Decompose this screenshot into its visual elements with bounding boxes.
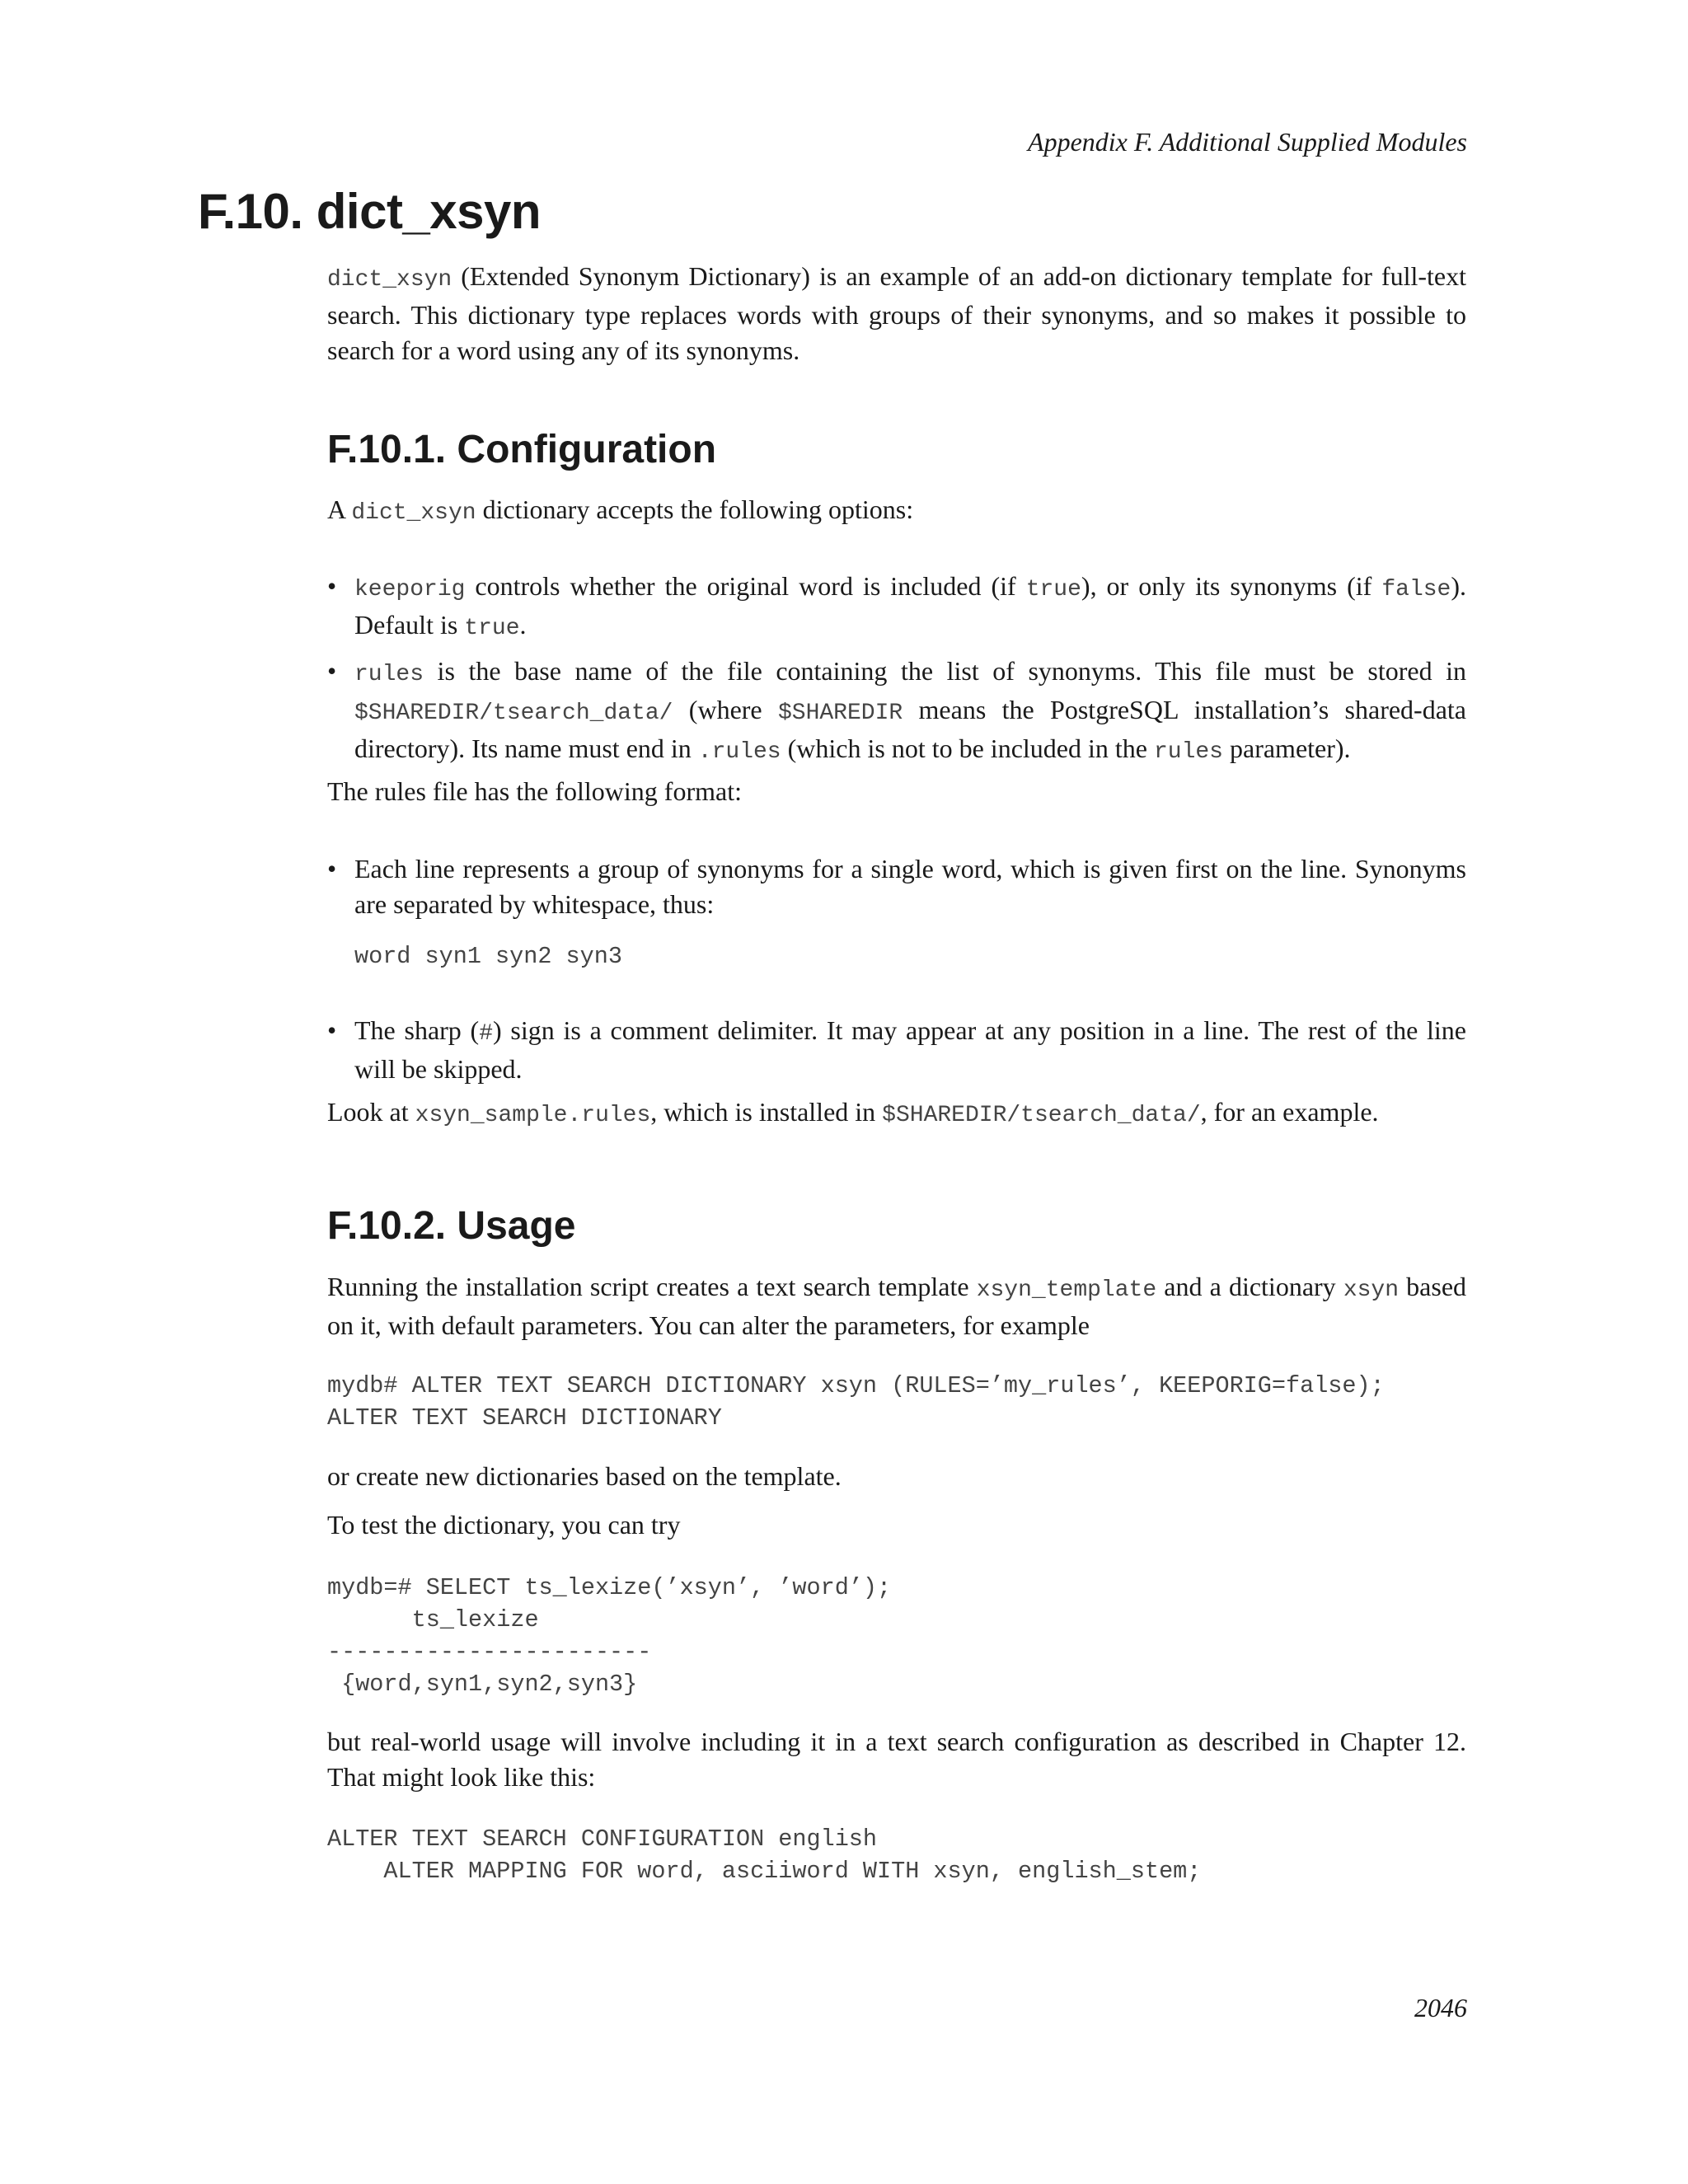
code-literal: true [464, 616, 520, 641]
code-literal: xsyn_template [976, 1277, 1157, 1303]
text-span: means the PostgreSQL installation’s shared-data directory). Its name must end in [354, 695, 1467, 763]
code-literal: .rules [697, 739, 781, 765]
text-span: A [327, 494, 352, 524]
code-literal: xsyn [1343, 1277, 1400, 1303]
section-heading-usage: F.10.2. Usage [327, 1204, 576, 1248]
code-literal: xsyn_sample.rules [415, 1103, 651, 1128]
text-span: (which is not to be included in the [781, 733, 1154, 763]
code-literal: dict_xsyn [327, 267, 452, 293]
format-intro-paragraph: The rules file has the following format: [327, 776, 742, 806]
section-heading-configuration: F.10.1. Configuration [327, 428, 717, 471]
text-span: is the base name of the file containing the list of synonyms. This file must be stored in [424, 656, 1466, 686]
text-span: parameter). [1222, 733, 1351, 763]
code-block-alter-dictionary: mydb# ALTER TEXT SEARCH DICTIONARY xsyn (RULES=’my_rules’, KEEPORIG=false); ALTER TEXT SEARCH DICTIONARY [327, 1372, 1385, 1432]
text-span: (Extended Synonym Dictionary) is an example of an add-on dictionary template for full-text search. This dictionary type replaces words with groups of their synonyms, and so makes it possible to search for a word using any of its synonyms. [327, 261, 1466, 365]
list-item-text [354, 654, 1466, 770]
text-span: ), or only its synonyms (if [1081, 571, 1382, 601]
list-item-comment-delimiter [327, 1013, 1466, 1087]
code-block-format-example: word syn1 syn2 syn3 [354, 943, 622, 970]
text-span: The sharp ( [354, 1015, 480, 1045]
text-span: (where [673, 695, 778, 724]
bullet-icon: • [327, 1015, 337, 1045]
bullet-icon: • [327, 854, 337, 883]
running-header: Appendix F. Additional Supplied Modules [1028, 127, 1467, 157]
page-number: 2046 [1414, 1993, 1467, 2022]
code-block-test-lexize: mydb=# SELECT ts_lexize(’xsyn’, ’word’); ts_lexize ----------------------- {word,syn1,syn2,syn3} [327, 1574, 892, 1698]
list-item-rules [327, 654, 1466, 770]
text-span: based on it, with default parameters. You can alter the parameters, for example [327, 1272, 1467, 1340]
text-span: Running the installation script creates a text search template [327, 1272, 977, 1301]
code-literal: rules [1153, 739, 1223, 765]
code-literal: $SHAREDIR/tsearch_data/ [354, 701, 673, 726]
or-create-paragraph: or create new dictionaries based on the template. [327, 1461, 842, 1491]
look-at-paragraph [327, 1094, 1466, 1133]
code-literal: $SHAREDIR/tsearch_data/ [882, 1103, 1201, 1128]
options-intro-paragraph [327, 492, 1466, 531]
code-literal: $SHAREDIR [777, 701, 903, 726]
text-span: . [519, 610, 527, 640]
code-literal: # [479, 1021, 494, 1047]
list-item-text [354, 569, 1466, 646]
code-block-alter-configuration: ALTER TEXT SEARCH CONFIGURATION english ALTER MAPPING FOR word, asciiword WITH xsyn, english_stem; [327, 1825, 1202, 1885]
text-span: and a dictionary [1156, 1272, 1343, 1301]
bullet-icon: • [327, 571, 337, 601]
bullet-icon: • [327, 656, 337, 686]
intro-paragraph [327, 259, 1466, 368]
text-span: , which is installed in [650, 1097, 883, 1127]
text-span: dictionary accepts the following options: [476, 494, 914, 524]
to-test-paragraph: To test the dictionary, you can try [327, 1510, 681, 1540]
page-title: F.10. dict_xsyn [198, 184, 542, 239]
list-item-text: Each line represents a group of synonyms for a single word, which is given first on the line. Synonyms are separated by whitespace, thus: [354, 854, 1466, 919]
text-span: ). Default is [354, 571, 1467, 640]
code-literal: true [1025, 577, 1081, 602]
code-literal: rules [354, 662, 424, 687]
text-span: ) sign is a comment delimiter. It may appear at any position in a line. The rest of the line will be skipped. [354, 1015, 1467, 1084]
list-item-keeporig [327, 569, 1466, 646]
running-paragraph [327, 1269, 1466, 1343]
code-literal: keeporig [354, 577, 466, 602]
code-literal: dict_xsyn [351, 500, 476, 526]
text-span: , for an example. [1200, 1097, 1379, 1127]
text-span: controls whether the original word is included (if [465, 571, 1026, 601]
code-literal: false [1381, 577, 1451, 602]
real-world-paragraph: but real-world usage will involve including it in a text search configuration as described in Chapter 12. That might look like this: [327, 1727, 1466, 1792]
list-item-text [354, 1013, 1466, 1087]
text-span: Look at [327, 1097, 415, 1127]
list-item-format-line [327, 851, 1466, 922]
